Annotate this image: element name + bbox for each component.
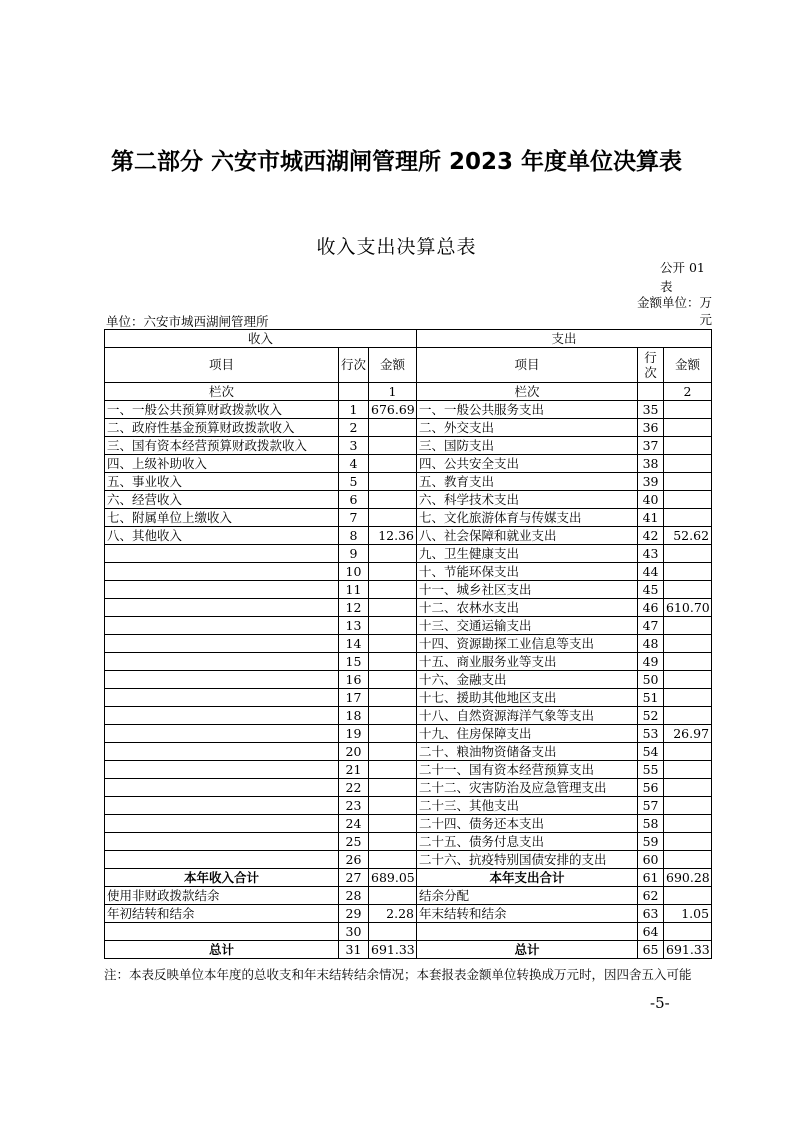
expense-amount-cell: [664, 797, 712, 815]
expense-amount-cell: [664, 563, 712, 581]
income-rowno-cell: 5: [339, 473, 369, 491]
expense-rowno-cell: 35: [638, 401, 664, 419]
expense-item-cell: 十五、商业服务业等支出: [417, 653, 638, 671]
income-rowno-cell: 15: [339, 653, 369, 671]
table-row: [105, 707, 712, 725]
expense-rowno-cell: 43: [638, 545, 664, 563]
expense-amount-cell: [664, 779, 712, 797]
income-item-cell: 二、政府性基金预算财政拨款收入: [105, 419, 339, 437]
expense-rowno-cell: 49: [638, 653, 664, 671]
table-row: [105, 815, 712, 833]
expense-amount-cell: [664, 635, 712, 653]
expense-amount-header: 金额: [664, 348, 712, 383]
income-amount-cell: [369, 743, 417, 761]
expense-rowno-cell: 50: [638, 671, 664, 689]
table-row: [105, 761, 712, 779]
expense-amount-cell: [664, 509, 712, 527]
expense-item-cell: 二十六、抗疫特别国债安排的支出: [417, 851, 638, 869]
income-col-number: 1: [369, 383, 417, 401]
expense-item-cell: 本年支出合计: [417, 869, 638, 887]
income-amount-cell: [369, 581, 417, 599]
table-row: [105, 797, 712, 815]
expense-amount-cell: [664, 851, 712, 869]
expense-rowno-cell: 55: [638, 761, 664, 779]
amount-unit-line2: 元: [699, 312, 712, 327]
income-rowno-cell: 23: [339, 797, 369, 815]
expense-amount-cell: [664, 419, 712, 437]
income-amount-cell: [369, 509, 417, 527]
income-amount-cell: [369, 491, 417, 509]
expense-amount-cell: [664, 473, 712, 491]
expense-amount-cell: [664, 815, 712, 833]
income-amount-cell: [369, 761, 417, 779]
expense-amount-cell: [664, 491, 712, 509]
income-item-cell: 七、附属单位上缴收入: [105, 509, 339, 527]
income-item-cell: [105, 671, 339, 689]
table-row: [105, 599, 712, 617]
table-row: [105, 491, 712, 509]
expense-rowno-cell: 42: [638, 527, 664, 545]
column-index-row: [105, 383, 712, 401]
expense-item-cell: 二十五、债务付息支出: [417, 833, 638, 851]
expense-rowno-cell: 40: [638, 491, 664, 509]
income-item-cell: 五、事业收入: [105, 473, 339, 491]
expense-rowno-cell: 54: [638, 743, 664, 761]
expense-rowno-cell: 57: [638, 797, 664, 815]
income-rowno-cell: 28: [339, 887, 369, 905]
expense-rowno-cell: 48: [638, 635, 664, 653]
expense-item-cell: 九、卫生健康支出: [417, 545, 638, 563]
expense-amount-cell: [664, 707, 712, 725]
expense-lanci-empty: [638, 383, 664, 401]
table-row: [105, 689, 712, 707]
expense-item-cell: 四、公共安全支出: [417, 455, 638, 473]
expense-amount-cell: 52.62: [664, 527, 712, 545]
expense-rowno-cell: 39: [638, 473, 664, 491]
income-rowno-cell: 24: [339, 815, 369, 833]
table-row: [105, 779, 712, 797]
income-amount-cell: [369, 437, 417, 455]
income-rowno-cell: 6: [339, 491, 369, 509]
income-item-cell: [105, 563, 339, 581]
expense-rowno-cell: 44: [638, 563, 664, 581]
income-amount-cell: [369, 617, 417, 635]
expense-rowno-cell: 36: [638, 419, 664, 437]
expense-rowno-cell: 45: [638, 581, 664, 599]
income-rowno-cell: 2: [339, 419, 369, 437]
income-amount-cell: [369, 779, 417, 797]
table-row: [105, 527, 712, 545]
income-item-cell: 一、一般公共预算财政拨款收入: [105, 401, 339, 419]
expense-rowno-cell: 53: [638, 725, 664, 743]
income-item-cell: [105, 851, 339, 869]
expense-item-cell: 六、科学技术支出: [417, 491, 638, 509]
expense-amount-cell: [664, 761, 712, 779]
expense-item-cell: 年末结转和结余: [417, 905, 638, 923]
expense-item-cell: 二十二、灾害防治及应急管理支出: [417, 779, 638, 797]
income-rowno-cell: 9: [339, 545, 369, 563]
document-title: 第二部分 六安市城西湖闸管理所 2023 年度单位决算表: [110, 149, 683, 175]
expense-rowno-cell: 41: [638, 509, 664, 527]
income-amount-cell: 12.36: [369, 527, 417, 545]
income-rowno-cell: 10: [339, 563, 369, 581]
expense-item-cell: 二、外交支出: [417, 419, 638, 437]
expense-amount-cell: [664, 437, 712, 455]
expense-item-header: 项目: [417, 348, 638, 383]
income-item-cell: 使用非财政拨款结余: [105, 887, 339, 905]
expense-rowno-cell: 46: [638, 599, 664, 617]
expense-rowno-cell: 38: [638, 455, 664, 473]
income-item-cell: [105, 779, 339, 797]
income-rowno-cell: 16: [339, 671, 369, 689]
income-amount-cell: [369, 887, 417, 905]
income-rowno-cell: 1: [339, 401, 369, 419]
total-row: [105, 941, 712, 959]
expense-amount-cell: [664, 401, 712, 419]
expense-amount-cell: [664, 887, 712, 905]
expense-amount-cell: [664, 671, 712, 689]
income-amount-cell: 676.69: [369, 401, 417, 419]
table-row: [105, 563, 712, 581]
income-item-cell: [105, 761, 339, 779]
income-rowno-cell: 8: [339, 527, 369, 545]
income-item-header: 项目: [105, 348, 339, 383]
form-code: [660, 258, 710, 296]
expense-item-cell: 十四、资源勘探工业信息等支出: [417, 635, 638, 653]
expense-item-cell: 二十三、其他支出: [417, 797, 638, 815]
income-rowno-cell: 25: [339, 833, 369, 851]
income-item-cell: [105, 653, 339, 671]
income-item-cell: 总计: [105, 941, 339, 959]
income-item-cell: [105, 833, 339, 851]
income-amount-cell: [369, 689, 417, 707]
table-row: [105, 905, 712, 923]
table-row: [105, 455, 712, 473]
expense-lanci-label: 栏次: [417, 383, 638, 401]
table-row: [105, 635, 712, 653]
income-rowno-cell: 13: [339, 617, 369, 635]
income-rowno-cell: 27: [339, 869, 369, 887]
expense-rowno-cell: 61: [638, 869, 664, 887]
expense-item-cell: 三、国防支出: [417, 437, 638, 455]
table-note: 注：本表反映单位本年度的总收支和年末结转结余情况；本套报表金额单位转换成万元时，因四舍五入可能: [104, 967, 692, 982]
table-row: [105, 617, 712, 635]
income-rowno-cell: 22: [339, 779, 369, 797]
expense-item-cell: 七、文化旅游体育与传媒支出: [417, 509, 638, 527]
table-row: [105, 833, 712, 851]
income-lanci-empty: [339, 383, 369, 401]
income-item-cell: 年初结转和结余: [105, 905, 339, 923]
expense-rowno-header: [638, 348, 664, 383]
expense-amount-cell: 691.33: [664, 941, 712, 959]
expense-rowno-cell: 56: [638, 779, 664, 797]
section-header-row: [105, 330, 712, 348]
expense-item-cell: 十八、自然资源海洋气象等支出: [417, 707, 638, 725]
income-item-cell: 三、国有资本经营预算财政拨款收入: [105, 437, 339, 455]
expense-item-cell: 总计: [417, 941, 638, 959]
expense-amount-cell: [664, 653, 712, 671]
expense-rowno-header-text: 行次: [644, 349, 657, 380]
expense-item-cell: 二十一、国有资本经营预算支出: [417, 761, 638, 779]
expense-amount-cell: [664, 833, 712, 851]
expense-rowno-cell: 37: [638, 437, 664, 455]
income-rowno-cell: 14: [339, 635, 369, 653]
expense-item-cell: 十一、城乡社区支出: [417, 581, 638, 599]
income-rowno-cell: 11: [339, 581, 369, 599]
income-rowno-cell: 12: [339, 599, 369, 617]
income-amount-cell: [369, 455, 417, 473]
income-amount-cell: [369, 725, 417, 743]
expense-item-cell: 结余分配: [417, 887, 638, 905]
income-rowno-cell: 19: [339, 725, 369, 743]
table-row: [105, 509, 712, 527]
expense-amount-cell: [664, 455, 712, 473]
income-amount-cell: [369, 473, 417, 491]
expense-item-cell: 二十、粮油物资储备支出: [417, 743, 638, 761]
table-row: [105, 473, 712, 491]
income-rowno-cell: 7: [339, 509, 369, 527]
income-rowno-cell: 20: [339, 743, 369, 761]
income-rowno-cell: 21: [339, 761, 369, 779]
expense-header: 支出: [417, 330, 712, 348]
expense-rowno-cell: 51: [638, 689, 664, 707]
form-code-line1: 公开 01: [660, 260, 705, 275]
income-amount-cell: [369, 671, 417, 689]
expense-item-cell: 一、一般公共服务支出: [417, 401, 638, 419]
expense-item-cell: 十、节能环保支出: [417, 563, 638, 581]
income-amount-cell: [369, 599, 417, 617]
amount-unit-line1: 金额单位：万: [636, 295, 712, 310]
expense-rowno-cell: 47: [638, 617, 664, 635]
expense-rowno-cell: 63: [638, 905, 664, 923]
income-item-cell: [105, 725, 339, 743]
income-amount-cell: 2.28: [369, 905, 417, 923]
table-row: [105, 437, 712, 455]
expense-amount-cell: [664, 617, 712, 635]
expense-item-cell: 八、社会保障和就业支出: [417, 527, 638, 545]
expense-rowno-cell: 59: [638, 833, 664, 851]
total-row: [105, 869, 712, 887]
income-amount-cell: [369, 851, 417, 869]
expense-item-cell: 十七、援助其他地区支出: [417, 689, 638, 707]
income-amount-cell: [369, 419, 417, 437]
income-amount-cell: 689.05: [369, 869, 417, 887]
unit-label: 单位：六安市城西湖闸管理所: [106, 314, 269, 329]
expense-rowno-cell: 65: [638, 941, 664, 959]
expense-amount-cell: [664, 923, 712, 941]
expense-item-cell: 十九、住房保障支出: [417, 725, 638, 743]
income-amount-cell: [369, 797, 417, 815]
income-amount-cell: [369, 653, 417, 671]
expense-col-number: 2: [664, 383, 712, 401]
income-item-cell: [105, 743, 339, 761]
table-row: [105, 887, 712, 905]
income-rowno-header: 行次: [339, 348, 369, 383]
table-row: [105, 581, 712, 599]
income-rowno-cell: 18: [339, 707, 369, 725]
expense-item-cell: 十二、农林水支出: [417, 599, 638, 617]
expense-amount-cell: 690.28: [664, 869, 712, 887]
table-row: [105, 545, 712, 563]
income-amount-cell: [369, 545, 417, 563]
income-item-cell: 六、经营收入: [105, 491, 339, 509]
expense-amount-cell: [664, 689, 712, 707]
income-amount-cell: [369, 815, 417, 833]
table-row: [105, 743, 712, 761]
income-amount-cell: [369, 833, 417, 851]
income-rowno-cell: 4: [339, 455, 369, 473]
table-row: [105, 653, 712, 671]
income-item-cell: [105, 581, 339, 599]
amount-unit: [630, 294, 712, 328]
expense-amount-cell: 1.05: [664, 905, 712, 923]
expense-item-cell: 十六、金融支出: [417, 671, 638, 689]
income-expense-table: [104, 329, 712, 959]
income-amount-cell: 691.33: [369, 941, 417, 959]
table-title: 收入支出决算总表: [316, 236, 477, 258]
income-header: 收入: [105, 330, 417, 348]
table-row: [105, 419, 712, 437]
column-header-row: [105, 348, 712, 383]
expense-rowno-cell: 62: [638, 887, 664, 905]
page-number: -5-: [650, 994, 670, 1012]
income-amount-cell: [369, 635, 417, 653]
table-row: [105, 923, 712, 941]
income-item-cell: [105, 599, 339, 617]
income-item-cell: [105, 545, 339, 563]
income-item-cell: [105, 797, 339, 815]
income-item-cell: [105, 635, 339, 653]
expense-rowno-cell: 52: [638, 707, 664, 725]
expense-item-cell: [417, 923, 638, 941]
expense-item-cell: 十三、交通运输支出: [417, 617, 638, 635]
table-row: [105, 671, 712, 689]
income-item-cell: 本年收入合计: [105, 869, 339, 887]
table-row: [105, 851, 712, 869]
expense-amount-cell: 610.70: [664, 599, 712, 617]
income-item-cell: [105, 815, 339, 833]
income-amount-cell: [369, 563, 417, 581]
expense-rowno-cell: 64: [638, 923, 664, 941]
table-row: [105, 725, 712, 743]
expense-item-cell: 二十四、债务还本支出: [417, 815, 638, 833]
income-lanci-label: 栏次: [105, 383, 339, 401]
expense-amount-cell: [664, 743, 712, 761]
expense-amount-cell: 26.97: [664, 725, 712, 743]
income-rowno-cell: 30: [339, 923, 369, 941]
income-rowno-cell: 17: [339, 689, 369, 707]
expense-amount-cell: [664, 545, 712, 563]
expense-amount-cell: [664, 581, 712, 599]
income-item-cell: [105, 707, 339, 725]
table-row: [105, 401, 712, 419]
income-amount-cell: [369, 923, 417, 941]
income-item-cell: [105, 617, 339, 635]
income-item-cell: 四、上级补助收入: [105, 455, 339, 473]
expense-item-cell: 五、教育支出: [417, 473, 638, 491]
income-item-cell: [105, 923, 339, 941]
income-rowno-cell: 31: [339, 941, 369, 959]
income-rowno-cell: 26: [339, 851, 369, 869]
income-item-cell: 八、其他收入: [105, 527, 339, 545]
expense-rowno-cell: 60: [638, 851, 664, 869]
income-amount-header: 金额: [369, 348, 417, 383]
income-rowno-cell: 29: [339, 905, 369, 923]
income-item-cell: [105, 689, 339, 707]
expense-rowno-cell: 58: [638, 815, 664, 833]
income-rowno-cell: 3: [339, 437, 369, 455]
form-code-line2: 表: [660, 279, 673, 294]
income-amount-cell: [369, 707, 417, 725]
